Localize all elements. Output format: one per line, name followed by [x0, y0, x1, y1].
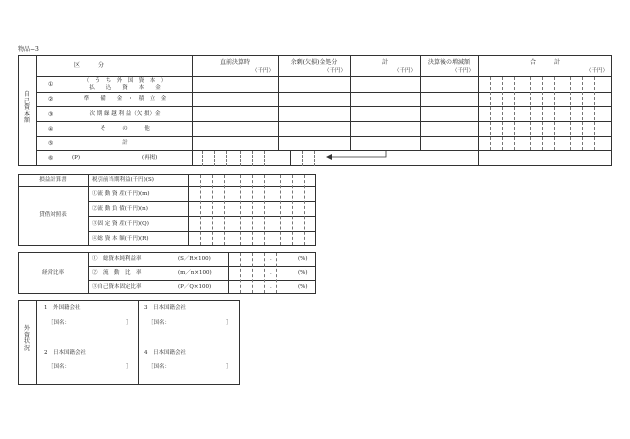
pl-label: 損益計算書	[39, 177, 67, 183]
country-field-label: ［国名：	[148, 364, 171, 370]
header-subtotal: 計	[381, 59, 388, 66]
fin-item-label: 税引前当期利益(千円)(S)	[92, 177, 154, 183]
fin-item-label: ③固 定 資 産(千円)(Q)	[92, 221, 149, 227]
header-unit: （千円）	[585, 68, 608, 74]
header-unit: （千円）	[251, 68, 274, 74]
foreign-cell-title: 4 日本国籍会社	[144, 350, 186, 356]
foreign-table-border	[18, 300, 240, 385]
header-post-change: 決算後の増減額	[427, 59, 470, 66]
ratio-name: ② 流 動 比 率	[92, 270, 142, 276]
ratio-unit: (%)	[298, 256, 308, 262]
header-unit: （千円）	[323, 68, 346, 74]
decimal-point: .	[270, 284, 272, 290]
header-total: 合 計	[529, 59, 560, 66]
header-surplus-disposal: 余剰(欠損)金処分	[290, 59, 338, 66]
equity-side-label: 自己資本額	[23, 91, 30, 124]
financials-table-border	[18, 174, 316, 246]
header-unit: （千円）	[451, 68, 474, 74]
ratio-formula: (m／n×100)	[178, 270, 212, 276]
header-prev-settlement: 直前決算時	[219, 59, 250, 66]
row-label-line2: 払 込 資 本 金	[89, 85, 161, 91]
foreign-side-label: 外資状況	[23, 325, 30, 352]
decimal-point: .	[270, 256, 272, 262]
ratios-label: 経営比率	[41, 270, 64, 276]
ratio-name: ① 総資本純利益率	[92, 256, 142, 262]
row-label: そ の 他	[100, 126, 150, 132]
row-label: 計	[122, 140, 128, 146]
country-field-label: ［国名：	[48, 320, 71, 326]
country-field-close: ］	[226, 364, 232, 370]
row-label: 次 期 繰 越 利 益（欠 損）金	[89, 111, 161, 117]
row-number: ④	[48, 126, 54, 133]
fin-item-label: ①流 動 資 産(千円)(m)	[92, 191, 150, 197]
ratio-unit: (%)	[298, 270, 308, 276]
row-label: 準 備 金 ・ 積 立 金	[83, 96, 167, 102]
header-category: 区 分	[74, 62, 105, 69]
header-unit: （千円）	[393, 68, 416, 74]
arrow-icon	[320, 148, 400, 162]
decimal-point: .	[270, 270, 272, 276]
country-field-close: ］	[126, 320, 132, 326]
country-field-close: ］	[226, 320, 232, 326]
row-label-line1: （ う ち 外 国 資 本 ）	[83, 78, 167, 84]
bs-label: 貸借対照表	[39, 212, 67, 218]
country-field-label: ［国名：	[48, 364, 71, 370]
row-number: ⑥	[48, 155, 54, 162]
fin-item-label: ④総 資 本 額(千円)(R)	[92, 236, 149, 242]
row-number: ①	[48, 81, 54, 88]
ratio-formula: (P／Q×100)	[178, 284, 212, 290]
foreign-cell-title: 1 外国籍会社	[44, 305, 81, 311]
row-label-reprint: (再掲)	[142, 155, 158, 161]
row-number: ⑤	[48, 140, 54, 147]
form-id: 物品−3	[18, 46, 39, 53]
foreign-cell-title: 2 日本国籍会社	[44, 350, 86, 356]
ratio-name: ③自己資本固定比率	[92, 284, 142, 290]
row-number: ②	[48, 96, 54, 103]
ratio-formula: (S／R×100)	[178, 256, 211, 262]
row-label-p: (P)	[72, 155, 80, 161]
ratio-unit: (%)	[298, 284, 308, 290]
country-field-close: ］	[126, 364, 132, 370]
foreign-cell-title: 3 日本国籍会社	[144, 305, 186, 311]
country-field-label: ［国名：	[148, 320, 171, 326]
row-number: ③	[48, 111, 54, 118]
fin-item-label: ②流 動 負 債(千円)(n)	[92, 206, 148, 212]
